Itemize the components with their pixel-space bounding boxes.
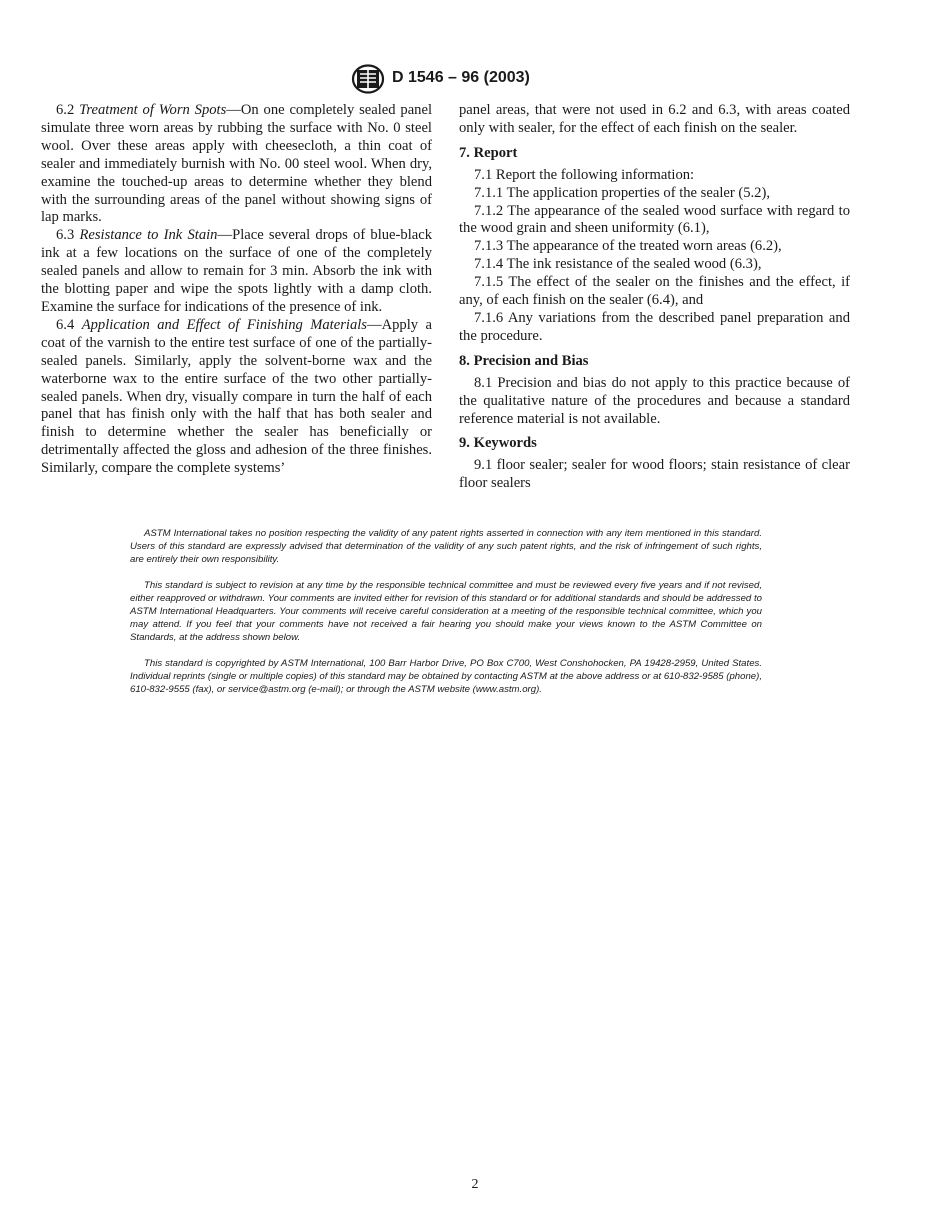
revision-notice: This standard is subject to revision at any time by the responsible technical committee and must be reviewed every five years and if not revised, either reapproved or withdrawn. Your comments are invited either for revision of this standard or for additional standards and should be addressed to ASTM International Headquarters. Your comments will receive careful consideration at a meeting of the responsible technical committee, which you may attend. If you feel that your comments have not received a fair hearing you should make your views known to the ASTM Committee on Standards, at the address shown below.: [130, 580, 762, 643]
section-6-4-continuation: panel areas, that were not used in 6.2 and 6.3, with areas coated only with sealer, for the effect of each finish on the sealer.: [459, 102, 850, 136]
right-column: [459, 102, 850, 493]
report-item: 7.1.5 The effect of the sealer on the finishes and the effect, if any, of each finish on the sealer (6.4), and: [459, 274, 850, 309]
report-item: 7.1.1 The application properties of the sealer (5.2),: [474, 184, 770, 201]
section-heading-report: 7. Report: [459, 144, 518, 161]
section-6-3: 6.3 Resistance to Ink Stain—Place several drops of blue-black ink at a few locations on the surface of one of the completely sealed panels and allow to remain for 3 min. Absorb the ink with the blotting paper and wipe the spots lightly with a damp cloth. Examine the surface for indications of the presence of ink.: [41, 227, 432, 315]
report-item: 7.1.2 The appearance of the sealed wood surface with regard to the wood grain and sheen uniformity (6.1),: [459, 202, 850, 237]
legal-notices: [130, 527, 762, 709]
report-item: 7.1.3 The appearance of the treated worn areas (6.2),: [474, 238, 782, 255]
report-item: 7.1 Report the following information:: [474, 166, 695, 183]
patent-notice: ASTM International takes no position respecting the validity of any patent rights asserted in connection with any item mentioned in this standard. Users of this standard are expressly advised that determination of the validity of any such patent rights, and the risk of infringement of such rights, are entirely their own responsibility.: [130, 528, 762, 565]
astm-logo-icon: [351, 64, 385, 94]
document-designation: D 1546 – 96 (2003): [392, 69, 530, 86]
section-heading-precision: 8. Precision and Bias: [459, 352, 589, 369]
section-6-2: 6.2 Treatment of Worn Spots—On one completely sealed panel simulate three worn areas by rubbing the surface with No. 0 steel wool. Over these areas apply with cheesecloth, a thin coat of sealer and immediately burnish with No. 00 steel wool. When dry, examine the touched-up areas to determine whether they blend with the surrounding areas of the panel without showing signs of lap marks.: [41, 102, 432, 226]
left-column: [41, 102, 432, 478]
page-header: [0, 64, 950, 94]
report-item: 7.1.4 The ink resistance of the sealed wood (6.3),: [474, 256, 762, 273]
section-heading-keywords: 9. Keywords: [459, 435, 537, 452]
copyright-notice: This standard is copyrighted by ASTM International, 100 Barr Harbor Drive, PO Box C700, West Conshohocken, PA 19428-2959, United States. Individual reprints (single or multiple copies) of this standard may be obtained by contacting ASTM at the above address or at 610-832-9585 (phone), 610-832-9555 (fax), or service@astm.org (e-mail); or through the ASTM website (www.astm.org).: [130, 658, 762, 695]
keywords-text: 9.1 floor sealer; sealer for wood floors; stain resistance of clear floor sealers: [459, 457, 850, 492]
page-number: 2: [471, 1177, 479, 1192]
precision-text: 8.1 Precision and bias do not apply to this practice because of the qualitative nature of the procedures and because a standard reference material is not available.: [459, 374, 850, 427]
section-6-4: 6.4 Application and Effect of Finishing Materials—Apply a coat of the varnish to the entire test surface of one of the partially-sealed panels. Similarly, apply the solvent-borne wax and the waterborne wax to the entire surface of the two other partially-sealed panels. When dry, visually compare in turn the half of each panel that has finish only with the half that has both sealer and finish to determine whether the sealer has beneficially or detrimentally affected the gloss and adhesion of the three finishes. Similarly, compare the complete systems’: [41, 316, 432, 477]
report-item: 7.1.6 Any variations from the described panel preparation and the procedure.: [459, 309, 850, 344]
